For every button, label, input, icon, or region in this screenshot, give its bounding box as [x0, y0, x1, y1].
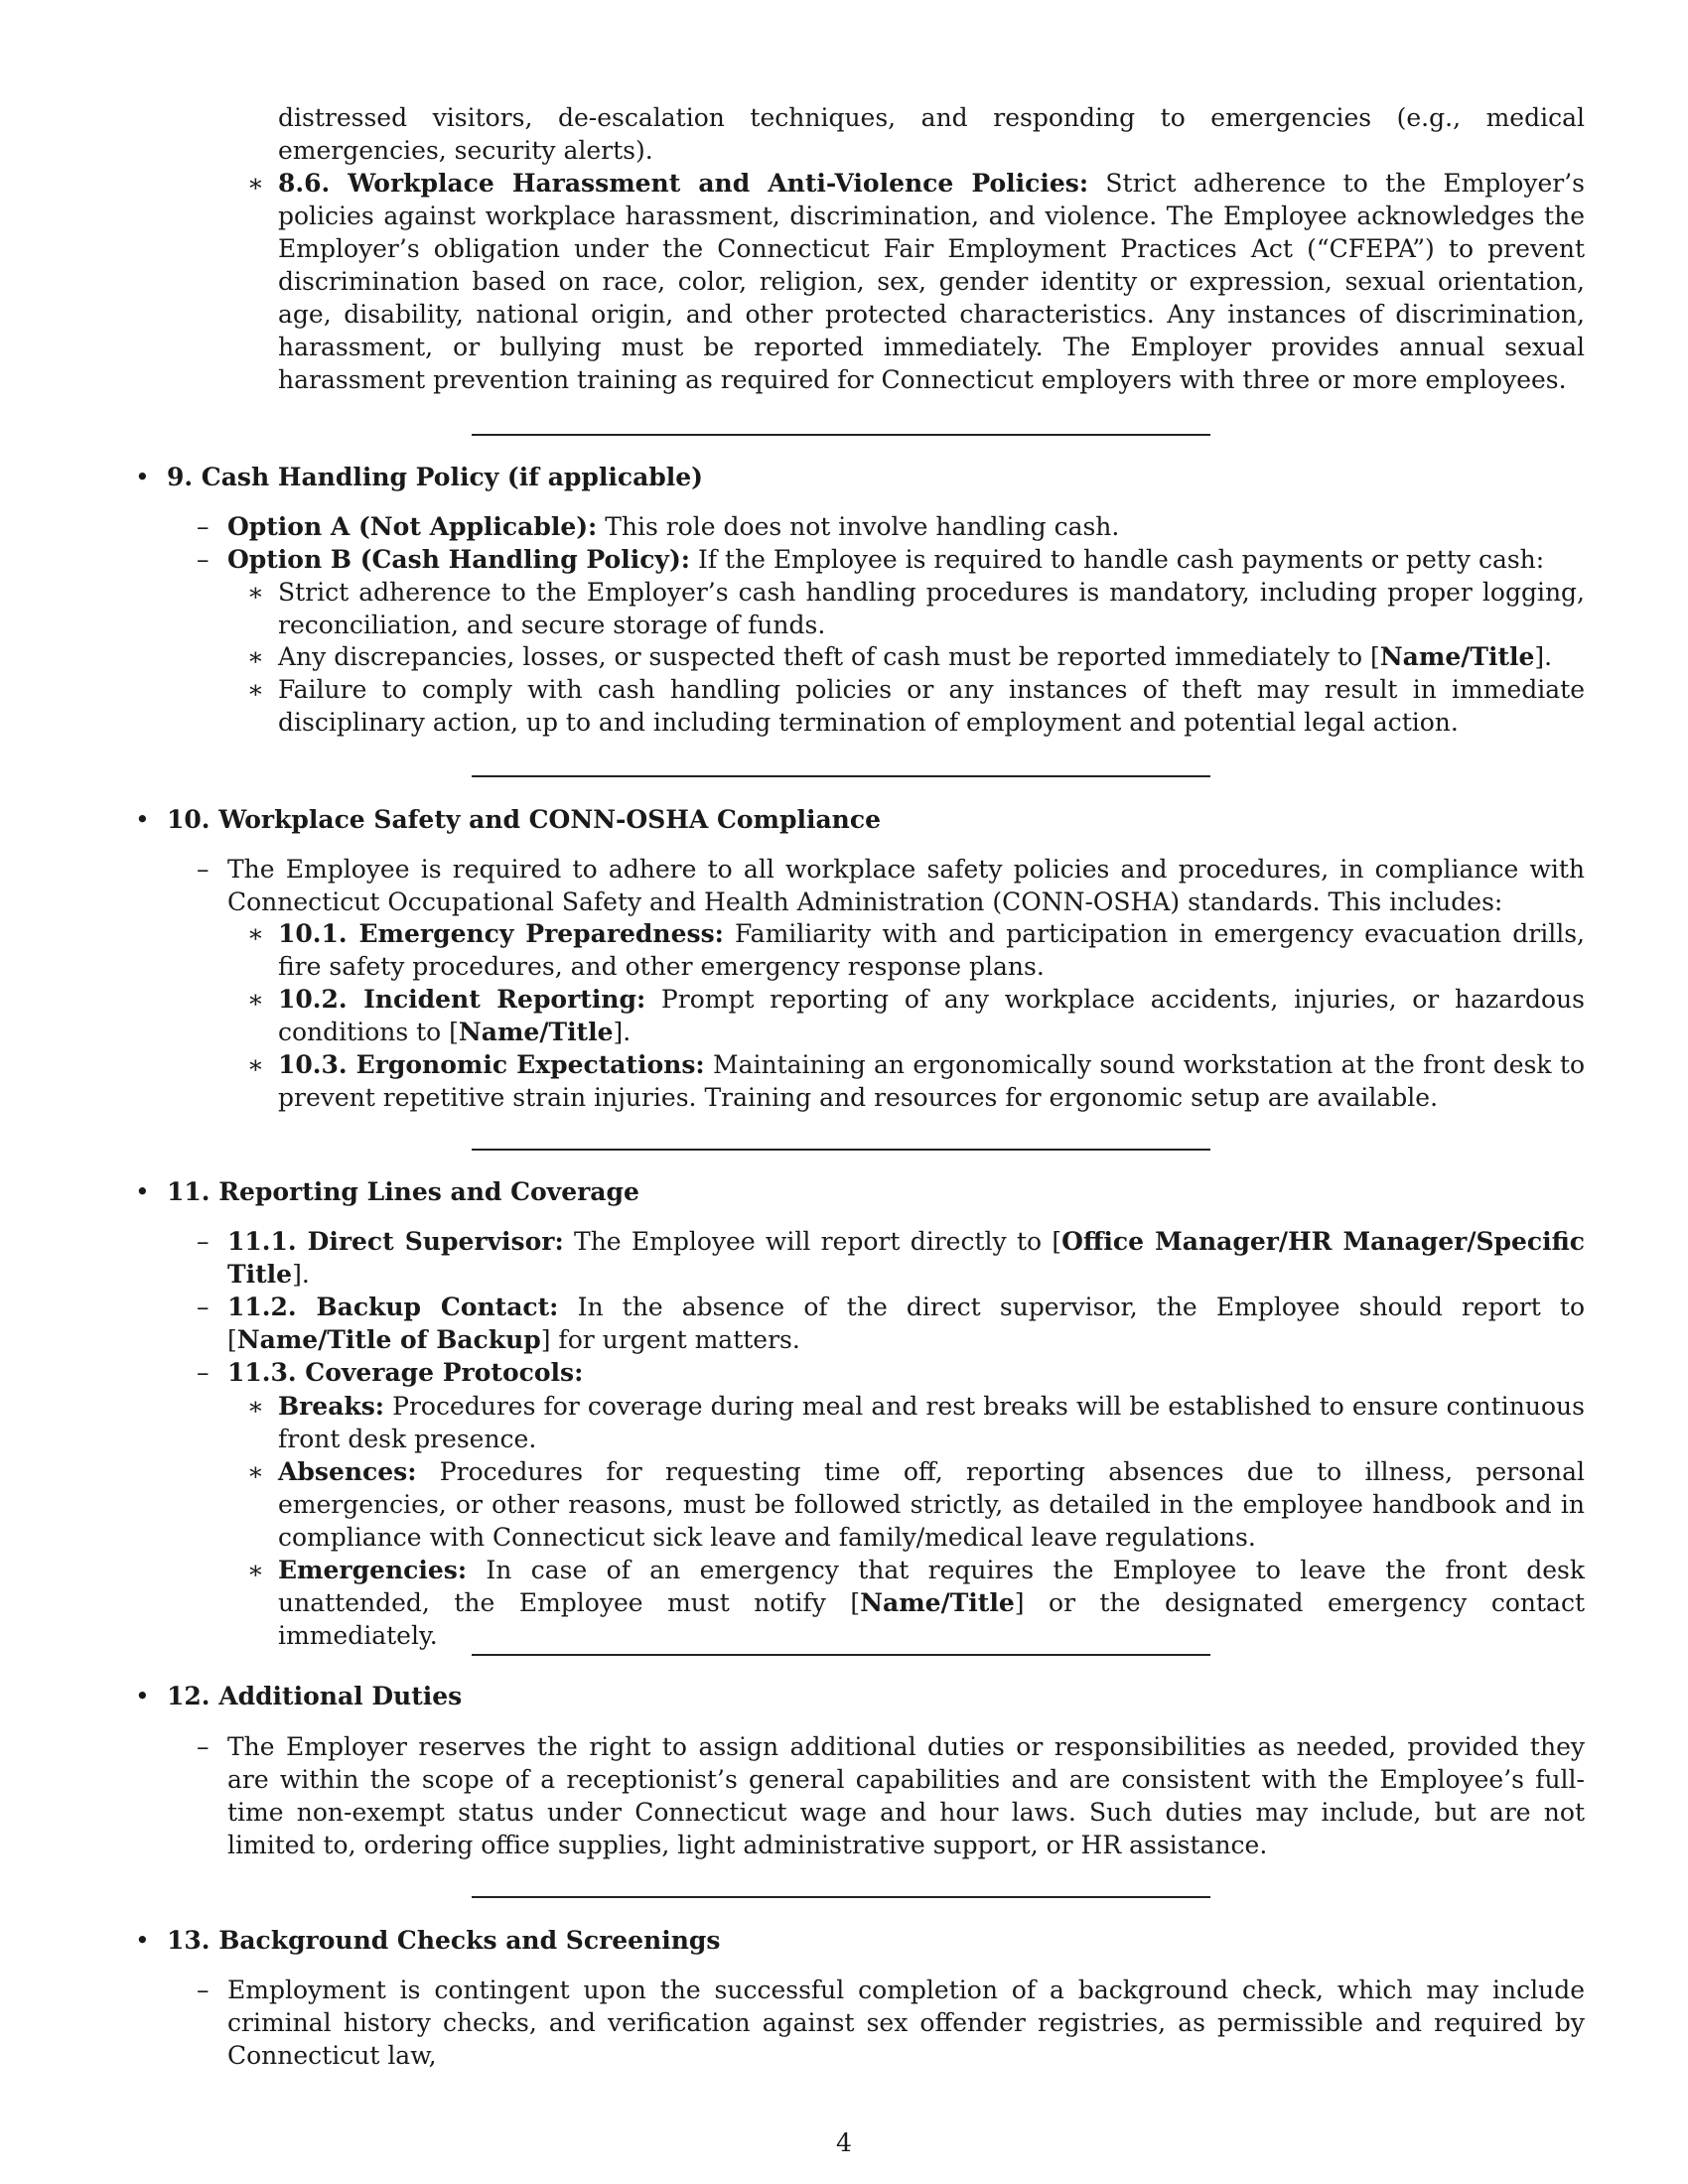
- item-8-6: 8.6. Workplace Harassment and Anti-Violence Policies: Strict adherence to the Employer’s policies against workplace harassment, discrimination, and violence. The Employee acknowledges the Employer’s obligation under the Connecticut Fair Employment Practices Act (“CFEPA”) to prevent discrimination based on race, color, religion, sex, gender identity or expression, sexual orientation, age, disability, national origin, and other protected characteristics. Any instances of discrimination, harassment, or bullying must be reported immediately. The Employer provides annual sexual harassment prevention training as required for Connecticut employers with three or more employees.: [278, 169, 1585, 394]
- star-bullet: ∗: [247, 642, 264, 671]
- section-12-heading: 12. Additional Duties: [167, 1682, 463, 1710]
- dash-bullet: –: [197, 1358, 210, 1387]
- item-11-3: 11.3. Coverage Protocols:: [227, 1358, 584, 1387]
- dash-bullet: –: [197, 1293, 210, 1321]
- section-13-heading: 13. Background Checks and Screenings: [167, 1926, 721, 1955]
- section-divider: [472, 1149, 1210, 1151]
- additional-duties-text: The Employer reserves the right to assign additional duties or responsibilities as needed, provided they are within the scope of a receptionist’s general capabilities and are consistent with the Employee’s full-time non-exempt status under Connecticut wage and hour laws. Such duties may include, but are not limited to, ordering office supplies, light administrative support, or HR assistance.: [227, 1732, 1585, 1859]
- item-11-2: 11.2. Backup Contact: In the absence of the direct supervisor, the Employee should report to [Name/Title of Backup] for urgent matters.: [227, 1293, 1585, 1354]
- section-bullet: •: [135, 1177, 150, 1206]
- section-divider: [472, 434, 1210, 436]
- star-bullet: ∗: [247, 675, 264, 704]
- cash-bullet-2: Any discrepancies, losses, or suspected theft of cash must be reported immediately to [Name/Title].: [278, 642, 1553, 671]
- coverage-absences: Absences: Procedures for requesting time off, reporting absences due to illness, personal emergencies, or other reasons, must be followed strictly, as detailed in the employee handbook and in compliance with Connecticut sick leave and family/medical leave regulations.: [278, 1457, 1585, 1552]
- section-divider: [472, 775, 1210, 777]
- coverage-breaks: Breaks: Procedures for coverage during meal and rest breaks will be established to ensure continuous front desk presence.: [278, 1392, 1585, 1453]
- continued-paragraph: distressed visitors, de-escalation techniques, and responding to emergencies (e.g., medical emergencies, security alerts).: [278, 103, 1585, 165]
- item-11-1: 11.1. Direct Supervisor: The Employee will report directly to [Office Manager/HR Manager/Specific Title].: [227, 1227, 1586, 1289]
- safety-intro: The Employee is required to adhere to all workplace safety policies and procedures, in compliance with Connecticut Occupational Safety and Health Administration (CONN-OSHA) standards. This includes:: [227, 855, 1585, 916]
- dash-bullet: –: [197, 1227, 210, 1256]
- section-bullet: •: [135, 1926, 150, 1955]
- star-bullet: ∗: [247, 1457, 264, 1486]
- dash-bullet: –: [197, 545, 210, 574]
- section-divider: [472, 1896, 1210, 1898]
- star-bullet: ∗: [247, 578, 264, 607]
- section-divider: [472, 1654, 1210, 1656]
- section-10-heading: 10. Workplace Safety and CONN-OSHA Compliance: [167, 805, 881, 834]
- star-bullet: ∗: [247, 1050, 264, 1079]
- option-a: Option A (Not Applicable): This role does not involve handling cash.: [227, 512, 1120, 541]
- star-bullet: ∗: [247, 919, 264, 948]
- cash-bullet-3: Failure to comply with cash handling policies or any instances of theft may result in immediate disciplinary action, up to and including termination of employment and potential legal action.: [278, 675, 1585, 737]
- item-10-2: 10.2. Incident Reporting: Prompt reporting of any workplace accidents, injuries, or hazardous conditions to [Name/Title].: [278, 985, 1586, 1046]
- star-bullet: ∗: [247, 1556, 264, 1584]
- dash-bullet: –: [197, 1976, 210, 2004]
- section-bullet: •: [135, 463, 150, 491]
- section-11-heading: 11. Reporting Lines and Coverage: [167, 1177, 639, 1206]
- star-bullet: ∗: [247, 169, 264, 198]
- coverage-emergencies: Emergencies: In case of an emergency that requires the Employee to leave the front desk unattended, the Employee must notify [Name/Title] or the designated emergency contact immediately.: [278, 1556, 1585, 1650]
- section-9-heading: 9. Cash Handling Policy (if applicable): [167, 463, 704, 491]
- dash-bullet: –: [197, 512, 210, 541]
- star-bullet: ∗: [247, 985, 264, 1014]
- item-8-6-title: 8.6. Workplace Harassment and Anti-Violence Policies:: [278, 169, 1089, 198]
- item-10-3: 10.3. Ergonomic Expectations: Maintaining an ergonomically sound workstation at the front desk to prevent repetitive strain injuries. Training and resources for ergonomic setup are available.: [278, 1050, 1585, 1112]
- dash-bullet: –: [197, 855, 210, 884]
- cash-bullet-1: Strict adherence to the Employer’s cash handling procedures is mandatory, including proper logging, reconciliation, and secure storage of funds.: [278, 578, 1585, 639]
- page-number: 4: [836, 2128, 852, 2157]
- dash-bullet: –: [197, 1732, 210, 1761]
- option-b: Option B (Cash Handling Policy): If the Employee is required to handle cash payments or petty cash:: [227, 545, 1545, 574]
- section-bullet: •: [135, 1682, 150, 1710]
- background-check-text: Employment is contingent upon the successful completion of a background check, which may include criminal history checks, and verification against sex offender registries, as permissible and required by Connecticut law,: [227, 1976, 1585, 2070]
- section-bullet: •: [135, 805, 150, 834]
- star-bullet: ∗: [247, 1392, 264, 1421]
- item-10-1: 10.1. Emergency Preparedness: Familiarity with and participation in emergency evacuation drills, fire safety procedures, and other emergency response plans.: [278, 919, 1585, 981]
